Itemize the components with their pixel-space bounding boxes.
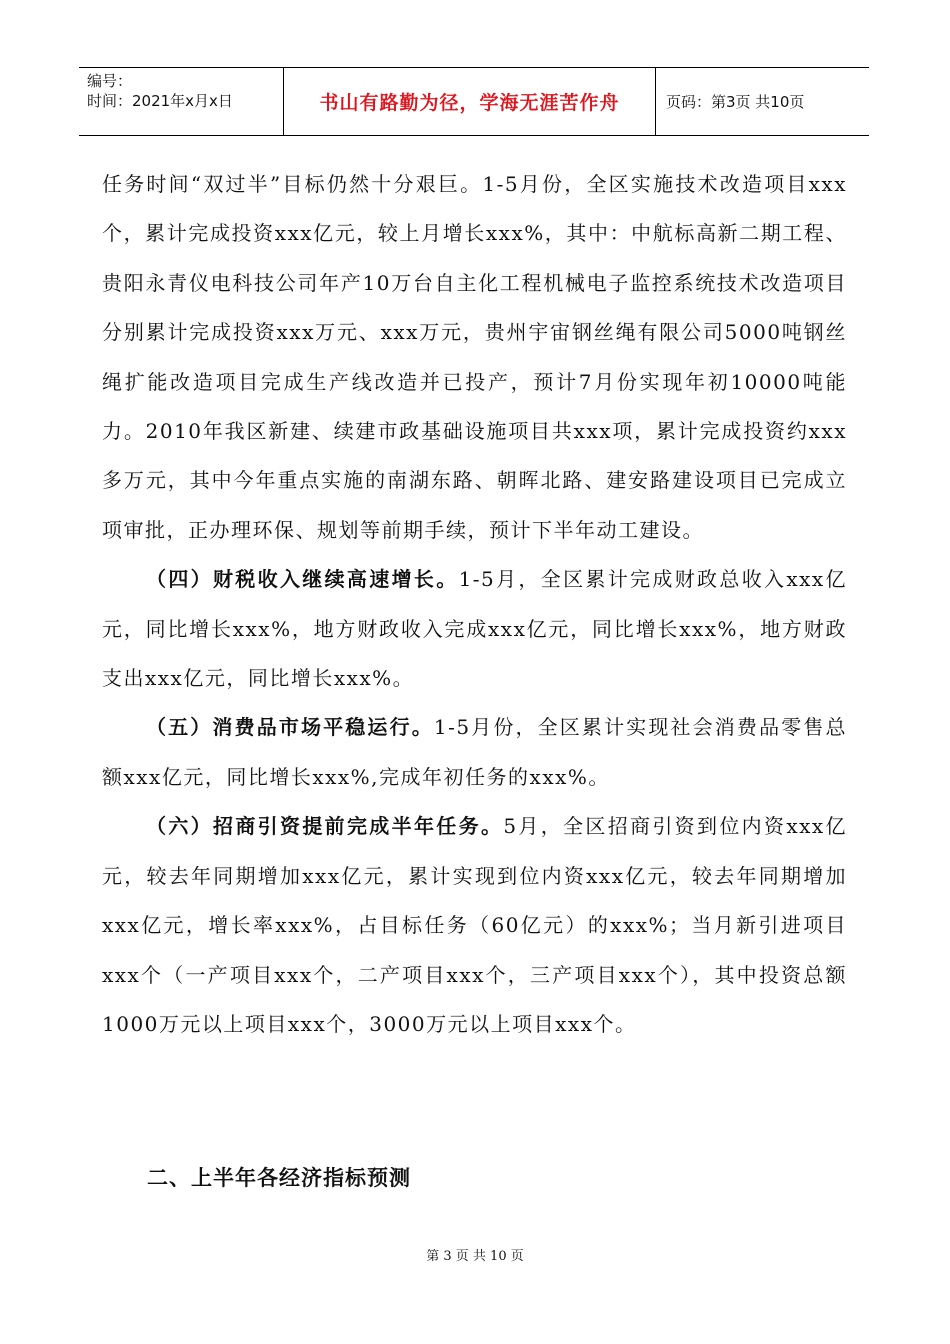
header-motto-cell bbox=[283, 68, 656, 135]
paragraph-heading: （六）招商引资提前完成半年任务。 bbox=[146, 814, 504, 839]
header-page-info: 页码：第3页 共10页 bbox=[666, 93, 805, 111]
section-heading: 二、上半年各经济指标预测 bbox=[147, 1166, 411, 1190]
document-header bbox=[79, 67, 869, 136]
paragraph-text: 1-5月份，全区累计实现社会消费品零售总额xxx亿元，同比增长xxx%,完成年初任务的xxx%。 bbox=[102, 715, 847, 789]
document-number-label: 编号： bbox=[87, 72, 133, 90]
document-body bbox=[102, 160, 847, 1049]
paragraph-text: 5月，全区招商引资到位内资xxx亿元，较去年同期增加xxx亿元，累计实现到位内资xxx亿元，较去年同期增加xxx亿元，增长率xxx%，占目标任务（60亿元）的xxx%；当月新引进项目xxx个（一产项目xxx个，二产项目xxx个，三产项目xxx个），其中投资总额1000万元以上项目xxx个，3000万元以上项目xxx个。 bbox=[102, 814, 848, 1036]
paragraph-text: 任务时间“双过半”目标仍然十分艰巨。1-5月份，全区实施技术改造项目xxx个，累计完成投资xxx亿元，较上月增长xxx%，其中：中航标高新二期工程、贵阳永青仪电科技公司年产10万台自主化工程机械电子监控系统技术改造项目分别累计完成投资xxx万元、xxx万元，贵州宇宙钢丝绳有限公司5000吨钢丝绳扩能改造项目完成生产线改造并已投产，预计7月份实现年初10000吨能力。2010年我区新建、续建市政基础设施项目共xxx项，累计完成投资约xxx多万元，其中今年重点实施的南湖东路、朝晖北路、建安路建设项目已完成立项审批，正办理环保、规划等前期手续，预计下半年动工建设。 bbox=[102, 172, 847, 542]
paragraph-investment bbox=[102, 802, 847, 1049]
paragraph-fiscal-revenue bbox=[102, 555, 847, 703]
header-page-cell bbox=[656, 68, 869, 135]
paragraph-consumer-market bbox=[102, 703, 847, 802]
paragraph-heading: （五）消费品市场平稳运行。 bbox=[146, 715, 434, 740]
page-footer: 第 3 页 共 10 页 bbox=[426, 1249, 524, 1264]
paragraph-continuation bbox=[102, 160, 847, 555]
document-date: 时间：2021年x月x日 bbox=[87, 92, 233, 110]
paragraph-heading: （四）财税收入继续高速增长。 bbox=[146, 567, 459, 592]
header-meta bbox=[79, 68, 283, 135]
paragraph-text: 1-5月，全区累计完成财政总收入xxx亿元，同比增长xxx%，地方财政收入完成xxx亿元，同比增长xxx%，地方财政支出xxx亿元，同比增长xxx%。 bbox=[102, 567, 848, 691]
header-motto: 书山有路勤为径，学海无涯苦作舟 bbox=[319, 92, 620, 114]
